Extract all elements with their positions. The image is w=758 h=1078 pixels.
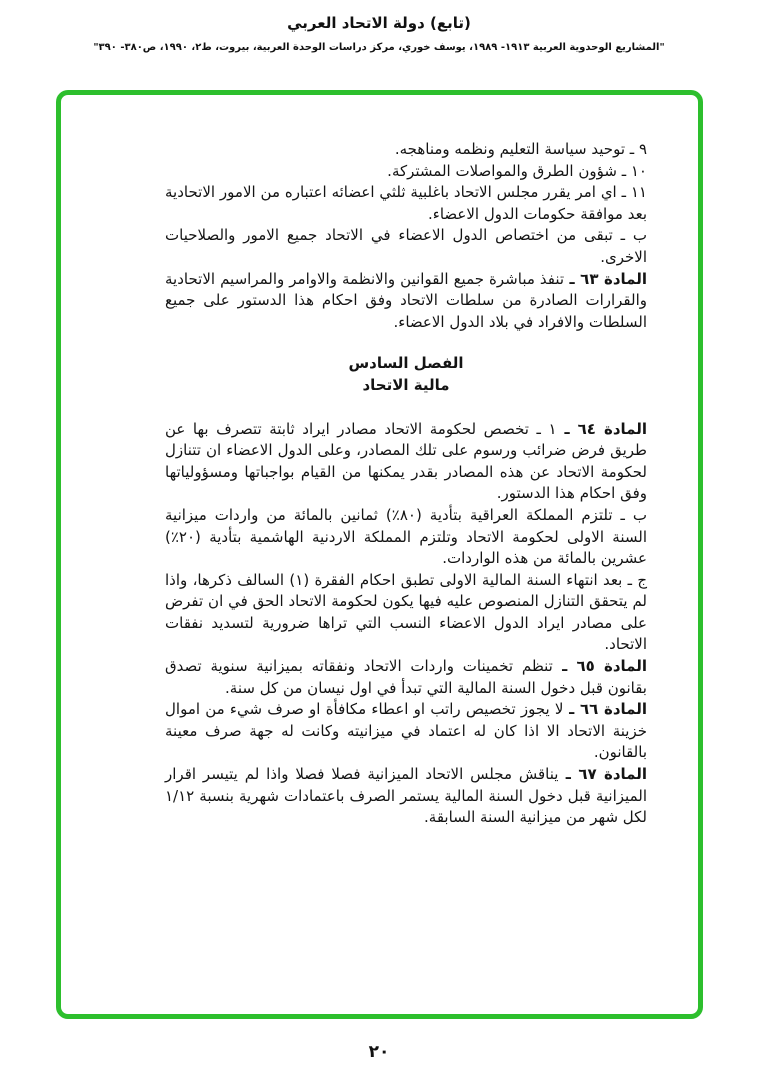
paragraph — [165, 570, 647, 656]
paragraph-text: تنفذ مباشرة جميع القوانين والانظمة والاوامر والمراسيم الاتحادية والقرارات الصادرة من سلطات الاتحاد وفق احكام هذا الدستور على جميع السلطات والافراد في بلاد الدول الاعضاء. — [165, 269, 647, 331]
paragraph — [165, 656, 647, 699]
paragraph — [165, 764, 647, 829]
paragraph — [165, 699, 647, 764]
paragraph-text: تنظم تخمينات واردات الاتحاد ونفقاته بميزانية سنوية تصدق بقانون قبل دخول السنة المالية التي تبدأ في اول نيسان من كل سنة. — [165, 657, 647, 697]
source-citation: "المشاريع الوحدوية العربية ١٩١٣- ١٩٨٩، يوسف خوري، مركز دراسات الوحدة العربية، بيروت، ط٢، ١٩٩٠، ص٣٨٠- ٣٩٠" — [93, 42, 665, 53]
page-number: ٢٠ — [368, 1042, 390, 1062]
chapter-title: الفصل السادس — [348, 354, 464, 373]
document-title: (تابع) دولة الاتحاد العربي — [287, 14, 471, 32]
article-number: المادة ٦٧ ـ — [558, 765, 647, 784]
paragraph — [165, 139, 647, 161]
green-border-frame — [56, 90, 703, 1019]
paragraph — [165, 505, 647, 570]
paragraph-text: ٩ ـ توحيد سياسة التعليم ونظمه ومناهجه. — [394, 140, 647, 158]
page-footer — [0, 1042, 758, 1062]
paragraph — [165, 419, 647, 505]
article-number: المادة ٦٤ ـ — [556, 419, 647, 438]
paragraph-text: لا يجوز تخصيص راتب او اعطاء مكافأة او صرف شيء من اموال خزينة الاتحاد الا اذا كان له اعتماد في ميزانيته وكانت له جهة صرف معينة بالقانون. — [165, 700, 647, 762]
article-number: المادة ٦٥ ـ — [552, 657, 647, 676]
paragraph — [165, 225, 647, 268]
page-header — [0, 14, 758, 53]
article-number: المادة ٦٣ ـ — [564, 269, 647, 288]
chapter-subtitle: مالية الاتحاد — [362, 375, 450, 394]
article-number: المادة ٦٦ ـ — [563, 700, 647, 719]
paragraph-text: يناقش مجلس الاتحاد الميزانية فصلا فصلا واذا لم يتيسر اقرار الميزانية قبل دخول السنة المالية يستمر الصرف باعتمادات شهرية بنسبة ١/١٢ لكل شهر من ميزانية السنة السابقة. — [165, 765, 647, 827]
paragraph — [165, 269, 647, 334]
paragraph-text: ١٠ ـ شؤون الطرق والمواصلات المشتركة. — [387, 161, 647, 180]
paragraph-text: ١ ـ تخصص لحكومة الاتحاد مصادر ايراد ثابتة تتصرف بها عن طريق فرض ضرائب ورسوم على تلك المصادر، وعلى الدول الاعضاء ان تتنازل لحكومة الاتحاد عن هذه المصادر بقدر يمكنها من القيام بواجباتها ومسؤولياتها وفق احكام هذا الدستور. — [165, 419, 647, 503]
paragraph-text: ب ـ تبقى من اختصاص الدول الاعضاء في الاتحاد جميع الامور والصلاحيات الاخرى. — [165, 226, 647, 266]
paragraph — [165, 161, 647, 183]
paragraph — [165, 182, 647, 225]
paragraph-text: ١١ ـ اي امر يقرر مجلس الاتحاد باغلبية ثلثي اعضائه اعتباره من الامور الاتحادية بعد موافقة حكومات الدول الاعضاء. — [165, 183, 647, 223]
paragraph-text: ج ـ بعد انتهاء السنة المالية الاولى تطبق احكام الفقرة (١) السالف ذكرها، واذا لم يتحقق التنازل المنصوص عليه فيها يكون لحكومة الاتحاد الحق في ان تفرض على مصادر ايراد الدول الاعضاء النسب التي تراها ضرورية لتسديد نفقات الاتحاد. — [165, 570, 648, 654]
document-body — [165, 139, 647, 829]
section-heading — [165, 353, 647, 396]
paragraph-text: ب ـ تلتزم المملكة العراقية بتأدية (٨٠٪) ثمانين بالمائة من واردات ميزانية السنة الاولى لحكومة الاتحاد وتلتزم المملكة الاردنية الهاشمية بتأدية (٢٠٪) عشرين بالمائة من هذه الواردات. — [165, 505, 648, 568]
